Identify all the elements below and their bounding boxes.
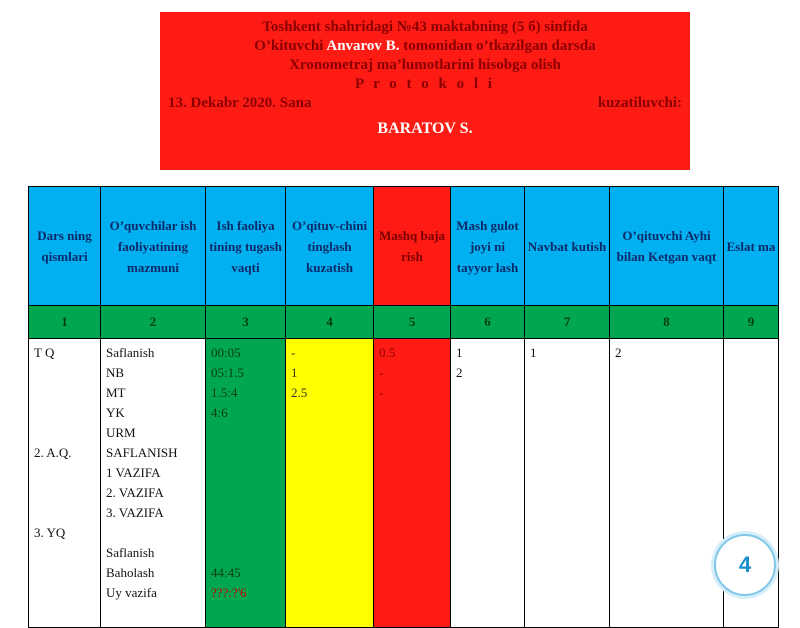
cell-line (211, 463, 280, 483)
cell-line (34, 583, 95, 603)
column-number: 8 (610, 306, 724, 339)
cell-line: 1 VAZIFA (106, 465, 161, 480)
cell-line: 2. A.Q. (34, 445, 72, 460)
header-line-2 (160, 37, 690, 56)
cell-line: 44:45 (211, 565, 241, 580)
cell-line (211, 543, 280, 563)
header-observer-name: BARATOV S. (377, 120, 473, 137)
cell-line (34, 543, 95, 563)
cell-line: - (379, 365, 384, 380)
table-header-cell: Dars ning qismlari (29, 187, 101, 306)
activity-content-cell (101, 339, 206, 628)
column-number: 2 (101, 306, 206, 339)
cell-line: NB (106, 365, 125, 380)
cell-line: 1 (456, 345, 463, 360)
header-line-1: Toshkent shahridagi №43 maktabning (5 б) sinfida (262, 19, 588, 35)
teacher-time-cell (610, 339, 724, 628)
cell-line: YK (106, 405, 125, 420)
column-number: 1 (29, 306, 101, 339)
cell-line: 1 (291, 365, 298, 380)
cell-line: SAFLANISH (106, 445, 178, 460)
header-teacher-prefix: O’kituvchi (254, 38, 324, 54)
cell-line (106, 523, 200, 543)
header-protokol: P r o t o k o l i (355, 76, 495, 92)
cell-line (211, 503, 280, 523)
cell-line (34, 563, 95, 583)
cell-line (34, 423, 95, 443)
protocol-header (160, 12, 690, 170)
table-body-row (29, 339, 779, 628)
column-number: 6 (451, 306, 525, 339)
chronometry-table (28, 186, 779, 628)
cell-line: 1.5:4 (211, 385, 238, 400)
table-header-row (29, 187, 779, 306)
listening-cell (286, 339, 374, 628)
page-number-badge: 4 (714, 534, 776, 596)
table-header-cell: Navbat kutish (525, 187, 610, 306)
table-header-cell: O’qituvchi Ayhi bilan Ketgan vaqt (610, 187, 724, 306)
header-teacher-suffix: tomonidan o’tkazilgan darsda (403, 38, 596, 54)
cell-line (34, 503, 95, 523)
cell-line: 0.5 (379, 345, 396, 360)
table-header-cell: O’quvchilar ish faoliyatining mazmuni (101, 187, 206, 306)
cell-line (34, 483, 95, 503)
cell-line: 05:1.5 (211, 365, 244, 380)
table-header-cell: Eslat ma (724, 187, 779, 306)
cell-line: T Q (34, 345, 55, 360)
cell-line: 2. VAZIFA (106, 485, 164, 500)
column-number: 7 (525, 306, 610, 339)
cell-line: Saflanish (106, 545, 155, 560)
column-number: 5 (374, 306, 451, 339)
column-number: 3 (206, 306, 286, 339)
table-header-cell: Ish faoliya tining tugash vaqti (206, 187, 286, 306)
column-number-row (29, 306, 779, 339)
cell-line: 2 (615, 345, 622, 360)
cell-line: 1 (530, 345, 537, 360)
cell-line: - (291, 345, 296, 360)
header-observer-label: kuzatiluvchi: (597, 95, 682, 111)
preparation-cell (451, 339, 525, 628)
cell-line: 2.5 (291, 385, 308, 400)
header-date: 13. Dekabr 2020. Sana (168, 95, 312, 111)
cell-line: 3. VAZIFA (106, 505, 164, 520)
cell-line (34, 383, 95, 403)
cell-line: Baholash (106, 565, 155, 580)
header-line-3: Xronometraj ma’lumotlarini hisobga olish (289, 57, 561, 73)
cell-line: 2 (456, 365, 463, 380)
column-number: 9 (724, 306, 779, 339)
cell-line: - (379, 385, 384, 400)
lesson-parts-cell (29, 339, 101, 628)
table-header-cell: O’qituv-chini tinglash kuzatish (286, 187, 374, 306)
cell-line: URM (106, 425, 136, 440)
table-header-cell: Mashq baja rish (374, 187, 451, 306)
cell-line (34, 363, 95, 383)
cell-line: MT (106, 385, 126, 400)
exercise-cell (374, 339, 451, 628)
cell-line: 4:6 (211, 405, 228, 420)
cell-line (34, 463, 95, 483)
end-time-cell (206, 339, 286, 628)
waiting-cell (525, 339, 610, 628)
cell-line: Saflanish (106, 345, 155, 360)
cell-line: 00:05 (211, 345, 241, 360)
table-header-cell: Mash gulot joyi ni tayyor lash (451, 187, 525, 306)
cell-line: Uy vazifa (106, 585, 157, 600)
cell-line (211, 423, 280, 443)
cell-line (34, 403, 95, 423)
header-date-row (160, 94, 690, 113)
cell-line (211, 523, 280, 543)
cell-line (211, 483, 280, 503)
cell-line (211, 443, 280, 463)
header-teacher-name: Anvarov B. (326, 38, 400, 54)
cell-line: 3. YQ (34, 525, 66, 540)
column-number: 4 (286, 306, 374, 339)
cell-line: ???:?'6 (211, 585, 247, 600)
